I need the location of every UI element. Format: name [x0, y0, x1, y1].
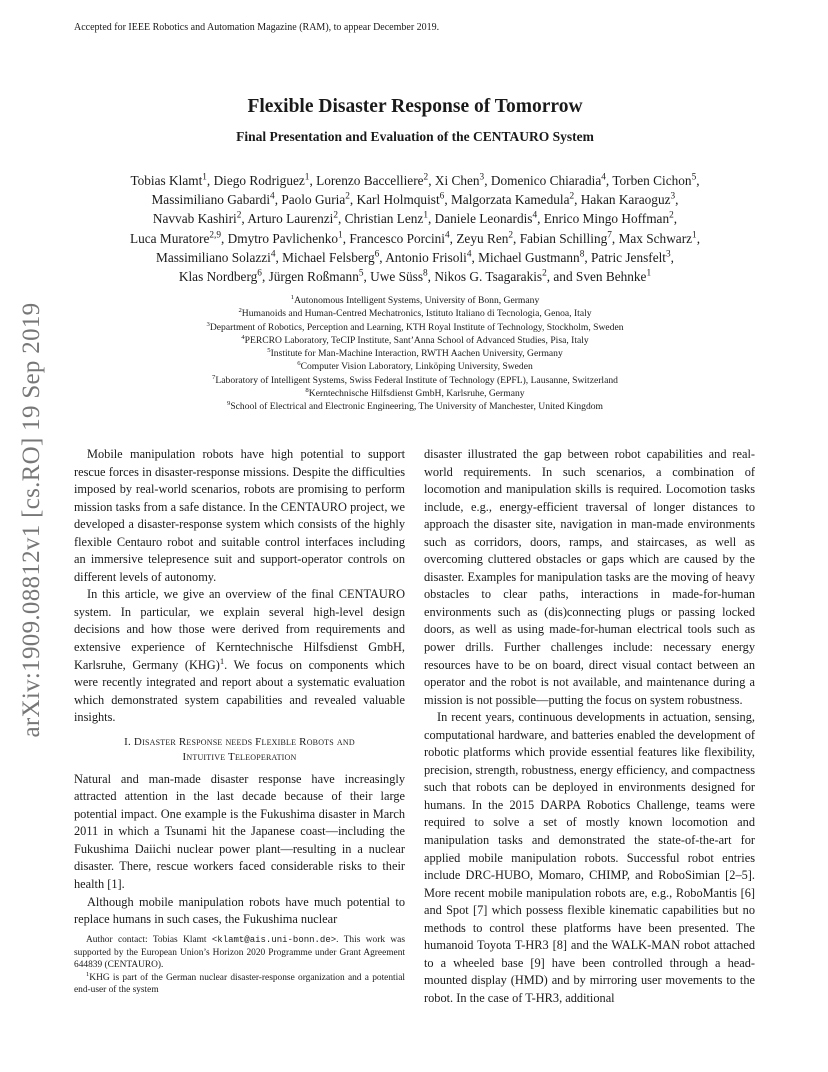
author-name: Francesco Porcini — [349, 230, 445, 246]
author-name: Torben Cichon — [612, 173, 692, 188]
author-name: Daniele Leonardis — [434, 211, 533, 227]
author-line: Luca Muratore$^{2,9}$, Dmytro Pavlichenko$^1$, Francesco Porcini$^4$, Zeyu Ren$^2$, Fabian Schilling$^7$, Max Schwarz$^1$, — [129, 230, 701, 246]
affiliation-item — [74, 387, 756, 400]
affiliation-item — [74, 374, 756, 387]
author-name: Uwe Süss — [370, 269, 423, 285]
author-line: Klas Nordberg$^6$, Jürgen Roßmann$^5$, Uwe Süss$^8$, Nikos G. Tsagarakis$^2$, and Sven Behnke$^1$ — [178, 268, 652, 285]
section-heading-line-1: I. Disaster Response needs Flexible Robots and — [124, 735, 355, 748]
author-name: Luca Muratore — [129, 230, 210, 246]
paper-title: Flexible Disaster Response of Tomorrow — [247, 96, 583, 117]
affiliation-list — [74, 294, 756, 414]
author-name: Arturo Laurenzi — [247, 211, 334, 227]
author-contact-note: Author contact: Tobias Klamt <klamt@ais.uni-bonn.de>. This work was supported by the European Union’s Horizon 2020 Programme under Grant Agreement 644839 (CENTAURO). — [74, 935, 405, 970]
author-name: Xi Chen — [434, 173, 480, 188]
contact-email-link[interactable]: <klamt@ais.uni-bonn.de> — [211, 935, 337, 945]
author-name: Navvab Kashiri — [152, 211, 237, 227]
footnote-1: $^1$KHG is part of the German nuclear disaster-response organization and a potential end-user of the system — [74, 970, 405, 995]
affiliation-number: 8 — [305, 386, 309, 394]
author-name: Tobias Klamt — [130, 173, 203, 188]
affiliation-text: Department of Robotics, Perception and Learning, KTH Royal Institute of Technology, Stockholm, Sweden — [209, 321, 624, 333]
author-name: Patric Jensfelt — [591, 249, 666, 265]
author-affiliation-number: 4 — [270, 191, 275, 202]
affiliation-text: PERCRO Laboratory, TeCIP Institute, Sant’Anna School of Advanced Studies, Pisa, Italy — [244, 334, 589, 346]
author-list — [74, 171, 756, 286]
affiliation-item — [74, 321, 756, 334]
author-affiliation-number: 1 — [423, 210, 428, 221]
author-name: Enrico Mingo Hoffman — [543, 211, 670, 227]
affiliation-number: 5 — [267, 347, 271, 354]
author-affiliation-number: 1 — [338, 230, 343, 241]
author-line: Tobias Klamt$^1$, Diego Rodriguez$^1$, Lorenzo Baccelliere$^2$, Xi Chen$^3$, Domenico Chiaradia$^4$, Torben Cichon$^5$, — [130, 172, 700, 188]
section-1-paragraph-1: Natural and man-made disaster response have increasingly attracted attention in the last decade because of their large potential impact. One example is the Fukushima disaster in March 2011 in which a Tsunami hit the Japanese coast—including the Fukushima Daiichi nuclear power plant—resulting in a nuclear disaster. There, rescue workers faced considerable risks to their health [1]. — [74, 771, 405, 892]
affiliation-number: 1 — [290, 293, 295, 301]
funding-note: This work was supported by the European Union’s Horizon 2020 Programme under Grant Agreement 644839 (CENTAURO). — [74, 935, 405, 970]
affiliation-text: Computer Vision Laboratory, Linköping University, Sweden — [300, 361, 533, 373]
author-affiliation-number: 2,9 — [209, 230, 221, 241]
author-name: Domenico Chiaradia — [490, 173, 602, 188]
author-affiliation-number: 4 — [601, 172, 606, 183]
author-affiliation-number: 6 — [439, 191, 445, 202]
affiliation-item — [74, 400, 756, 413]
right-paragraph-1: disaster illustrated the gap between robot capabilities and real-world requirements. In such scenarios, a combination of locomotion and manipulation skills is required. Locomotion tasks include, e.g., energy-efficient traversal of longer distances to approach the disaster site, navigation in man-made environments such as corridors, doors, ramps, and staircases, as well as overcoming cluttered obstacles or gaps which are caused by the disaster. Examples for manipulation tasks are the moving of heavy obstacles to clear paths, interactions in made-for-human environments such as (dis)connecting plugs or passing locked doors, as well as using made-for-human electrical tools such as power drills. Further challenges include: necessary energy resources have to be on board, direct visual contact between an operator and the robot is not available, and maintenance during a mission is not possible—putting the focus on system robustness. — [424, 447, 755, 707]
author-affiliation-number: 2 — [669, 210, 674, 221]
author-affiliation-number: 2 — [508, 230, 514, 241]
author-name: Sven Behnke — [575, 269, 647, 285]
author-name: Michael Gustmann — [478, 249, 580, 265]
author-name: Paolo Guria — [281, 192, 346, 208]
author-name: Dmytro Pavlichenko — [227, 230, 339, 246]
author-affiliation-number: 3 — [670, 191, 676, 202]
author-affiliation-number: 2 — [236, 210, 242, 221]
right-paragraph-2: In recent years, continuous developments in actuation, sensing, computational hardware, and batteries enabled the development of robotic platforms which provide essential features like flexibility, precision, strength, robustness, energy efficiency, and compactness such that robots can be deployed in environments designed for humans. In the 2015 DARPA Robotics Challenge, teams were required to solve a set of mostly known locomotion and manipulation tasks and demonstrated the state-of-the-art for applied mobile manipulation robots. Successful robot entries include DRC-HUBO, Momaro, CHIMP, and RoboSimian [2–5]. More recent mobile manipulation robots are, e.g., RoboMantis [6] and Spot [7] which possess flexible kinematic capabilities but no methods to control these platforms have been presented. The humanoid Toyota T-HR3 [8] and the WALK-MAN robot attached to a wheeled base [9] have been controlled through a head-mounted display (HMD) and by mirroring user movements to the robot. In the case of T-HR3, additional — [424, 710, 755, 1005]
author-name: Michael Felsberg — [282, 249, 375, 265]
arxiv-stamp — [14, 285, 50, 755]
author-name: Nikos G. Tsagarakis — [434, 269, 543, 285]
footnote-marker[interactable]: 1 — [219, 655, 225, 666]
author-affiliation-number: 8 — [423, 268, 428, 279]
author-name: Hakan Karaoguz — [580, 192, 671, 208]
author-name: Lorenzo Baccelliere — [316, 173, 424, 188]
affiliation-text: Laboratory of Intelligent Systems, Swiss Federal Institute of Technology (EPFL), Lausanne, Switzerland — [215, 374, 618, 386]
author-name: Massimiliano Gabardi — [151, 192, 271, 208]
affiliation-number: 4 — [241, 333, 245, 341]
affiliation-number: 2 — [238, 307, 242, 315]
footnotes — [74, 934, 405, 997]
affiliation-item — [74, 294, 756, 307]
author-name: Zeyu Ren — [456, 230, 509, 246]
affiliation-item — [74, 347, 756, 360]
affiliation-item — [74, 334, 756, 347]
affiliation-number: 7 — [212, 373, 216, 381]
affiliation-text: Kerntechnische Hilfsdienst GmbH, Karlsruhe, Germany — [308, 388, 525, 400]
author-affiliation-number: 3 — [666, 249, 671, 260]
author-affiliation-number: 3 — [479, 172, 485, 183]
author-line: Navvab Kashiri$^2$, Arturo Laurenzi$^2$, Christian Lenz$^1$, Daniele Leonardis$^4$, Enrico Mingo Hoffman$^2$, — [152, 210, 678, 227]
affiliation-item — [74, 307, 756, 320]
author-name: Diego Rodriguez — [213, 173, 305, 188]
right-column — [424, 446, 755, 1008]
author-name: Antonio Frisoli — [385, 249, 467, 265]
affiliation-number: 3 — [206, 320, 210, 328]
affiliation-text: School of Electrical and Electronic Engineering, The University of Manchester, United Kingdom — [230, 401, 604, 413]
author-affiliation-number: 4 — [270, 249, 276, 260]
author-name: Massimiliano Solazzi — [156, 249, 271, 265]
author-affiliation-number: 2 — [423, 172, 429, 183]
author-affiliation-number: 4 — [445, 230, 450, 241]
author-affiliation-number: 4 — [532, 210, 538, 221]
author-affiliation-number: 2 — [345, 191, 350, 202]
abstract-paragraph-2: In this article, we give an overview of the final CENTAURO system. In particular, we explain several high-level design decisions and how those were derived from requirements and extensive experience of Kerntechnische Hilfsdienst GmbH, Karlsruhe, Germany (KHG)$^1$. We focus on components which were recently integrated and report about a systematic evaluation which demonstrated system capabilities and revealed valuable insights. — [74, 587, 405, 725]
affiliation-item — [74, 360, 756, 373]
author-affiliation-number: 8 — [579, 249, 585, 260]
author-line: Massimiliano Gabardi$^4$, Paolo Guria$^2$, Karl Holmquist$^6$, Malgorzata Kamedula$^2$, Hakan Karaoguz$^3$, — [151, 191, 679, 208]
abstract-paragraph-1: Mobile manipulation robots have high potential to support rescue forces in disaster-response missions. Despite the difficulties imposed by real-world scenarios, robots are promising to perform mission tasks from a safe distance. In the CENTAURO project, we developed a disaster-response system which consists of the highly flexible Centauro robot and suitable control interfaces including an immersive telepresence suit and support-operator controls on different levels of autonomy. — [74, 447, 405, 584]
author-affiliation-number: 6 — [374, 249, 380, 260]
author-affiliation-number: 1 — [202, 172, 207, 183]
author-name: Karl Holmquist — [356, 192, 440, 208]
author-affiliation-number: 1 — [304, 172, 310, 183]
author-affiliation-number: 5 — [691, 172, 697, 183]
section-heading-line-2: Intuitive Teleoperation — [182, 750, 297, 763]
author-affiliation-number: 2 — [542, 268, 547, 279]
author-affiliation-number: 5 — [358, 268, 364, 279]
author-line: Massimiliano Solazzi$^4$, Michael Felsberg$^6$, Antonio Frisoli$^4$, Michael Gustmann$^8$, Patric Jensfelt$^3$, — [156, 249, 674, 265]
author-name: Christian Lenz — [344, 211, 424, 227]
affiliation-number: 9 — [226, 400, 231, 408]
section-heading — [74, 735, 405, 765]
author-affiliation-number: 1 — [646, 268, 652, 279]
author-name: Klas Nordberg — [178, 269, 258, 285]
affiliation-number: 6 — [297, 360, 301, 368]
author-affiliation-number: 1 — [692, 230, 697, 241]
author-affiliation-number: 7 — [607, 230, 612, 241]
affiliation-text: Humanoids and Human-Centred Mechatronics, Istituto Italiano di Tecnologia, Genoa, Italy — [241, 308, 592, 320]
author-affiliation-number: 4 — [466, 249, 472, 260]
author-name: Max Schwarz — [618, 230, 693, 246]
left-column — [74, 446, 405, 929]
author-affiliation-number: 2 — [333, 210, 338, 221]
author-affiliation-number: 2 — [569, 191, 575, 202]
affiliation-text: Institute for Man-Machine Interaction, RWTH Aachen University, Germany — [270, 348, 563, 360]
author-name: Malgorzata Kamedula — [450, 192, 570, 208]
author-name: Jürgen Roßmann — [268, 269, 359, 285]
author-affiliation-number: 6 — [257, 268, 262, 279]
author-name: Fabian Schilling — [519, 230, 608, 246]
affiliation-text: Autonomous Intelligent Systems, University of Bonn, Germany — [294, 295, 540, 306]
paper-subtitle: Final Presentation and Evaluation of the CENTAURO System — [236, 129, 594, 144]
header-note: Accepted for IEEE Robotics and Automation Magazine (RAM), to appear December 2019. — [74, 22, 440, 33]
arxiv-stamp-text: arXiv:1909.08812v1 [cs.RO] 19 Sep 2019 — [18, 302, 45, 738]
section-1-paragraph-2: Although mobile manipulation robots have much potential to replace humans in such cases, the Fukushima nuclear — [74, 894, 405, 927]
